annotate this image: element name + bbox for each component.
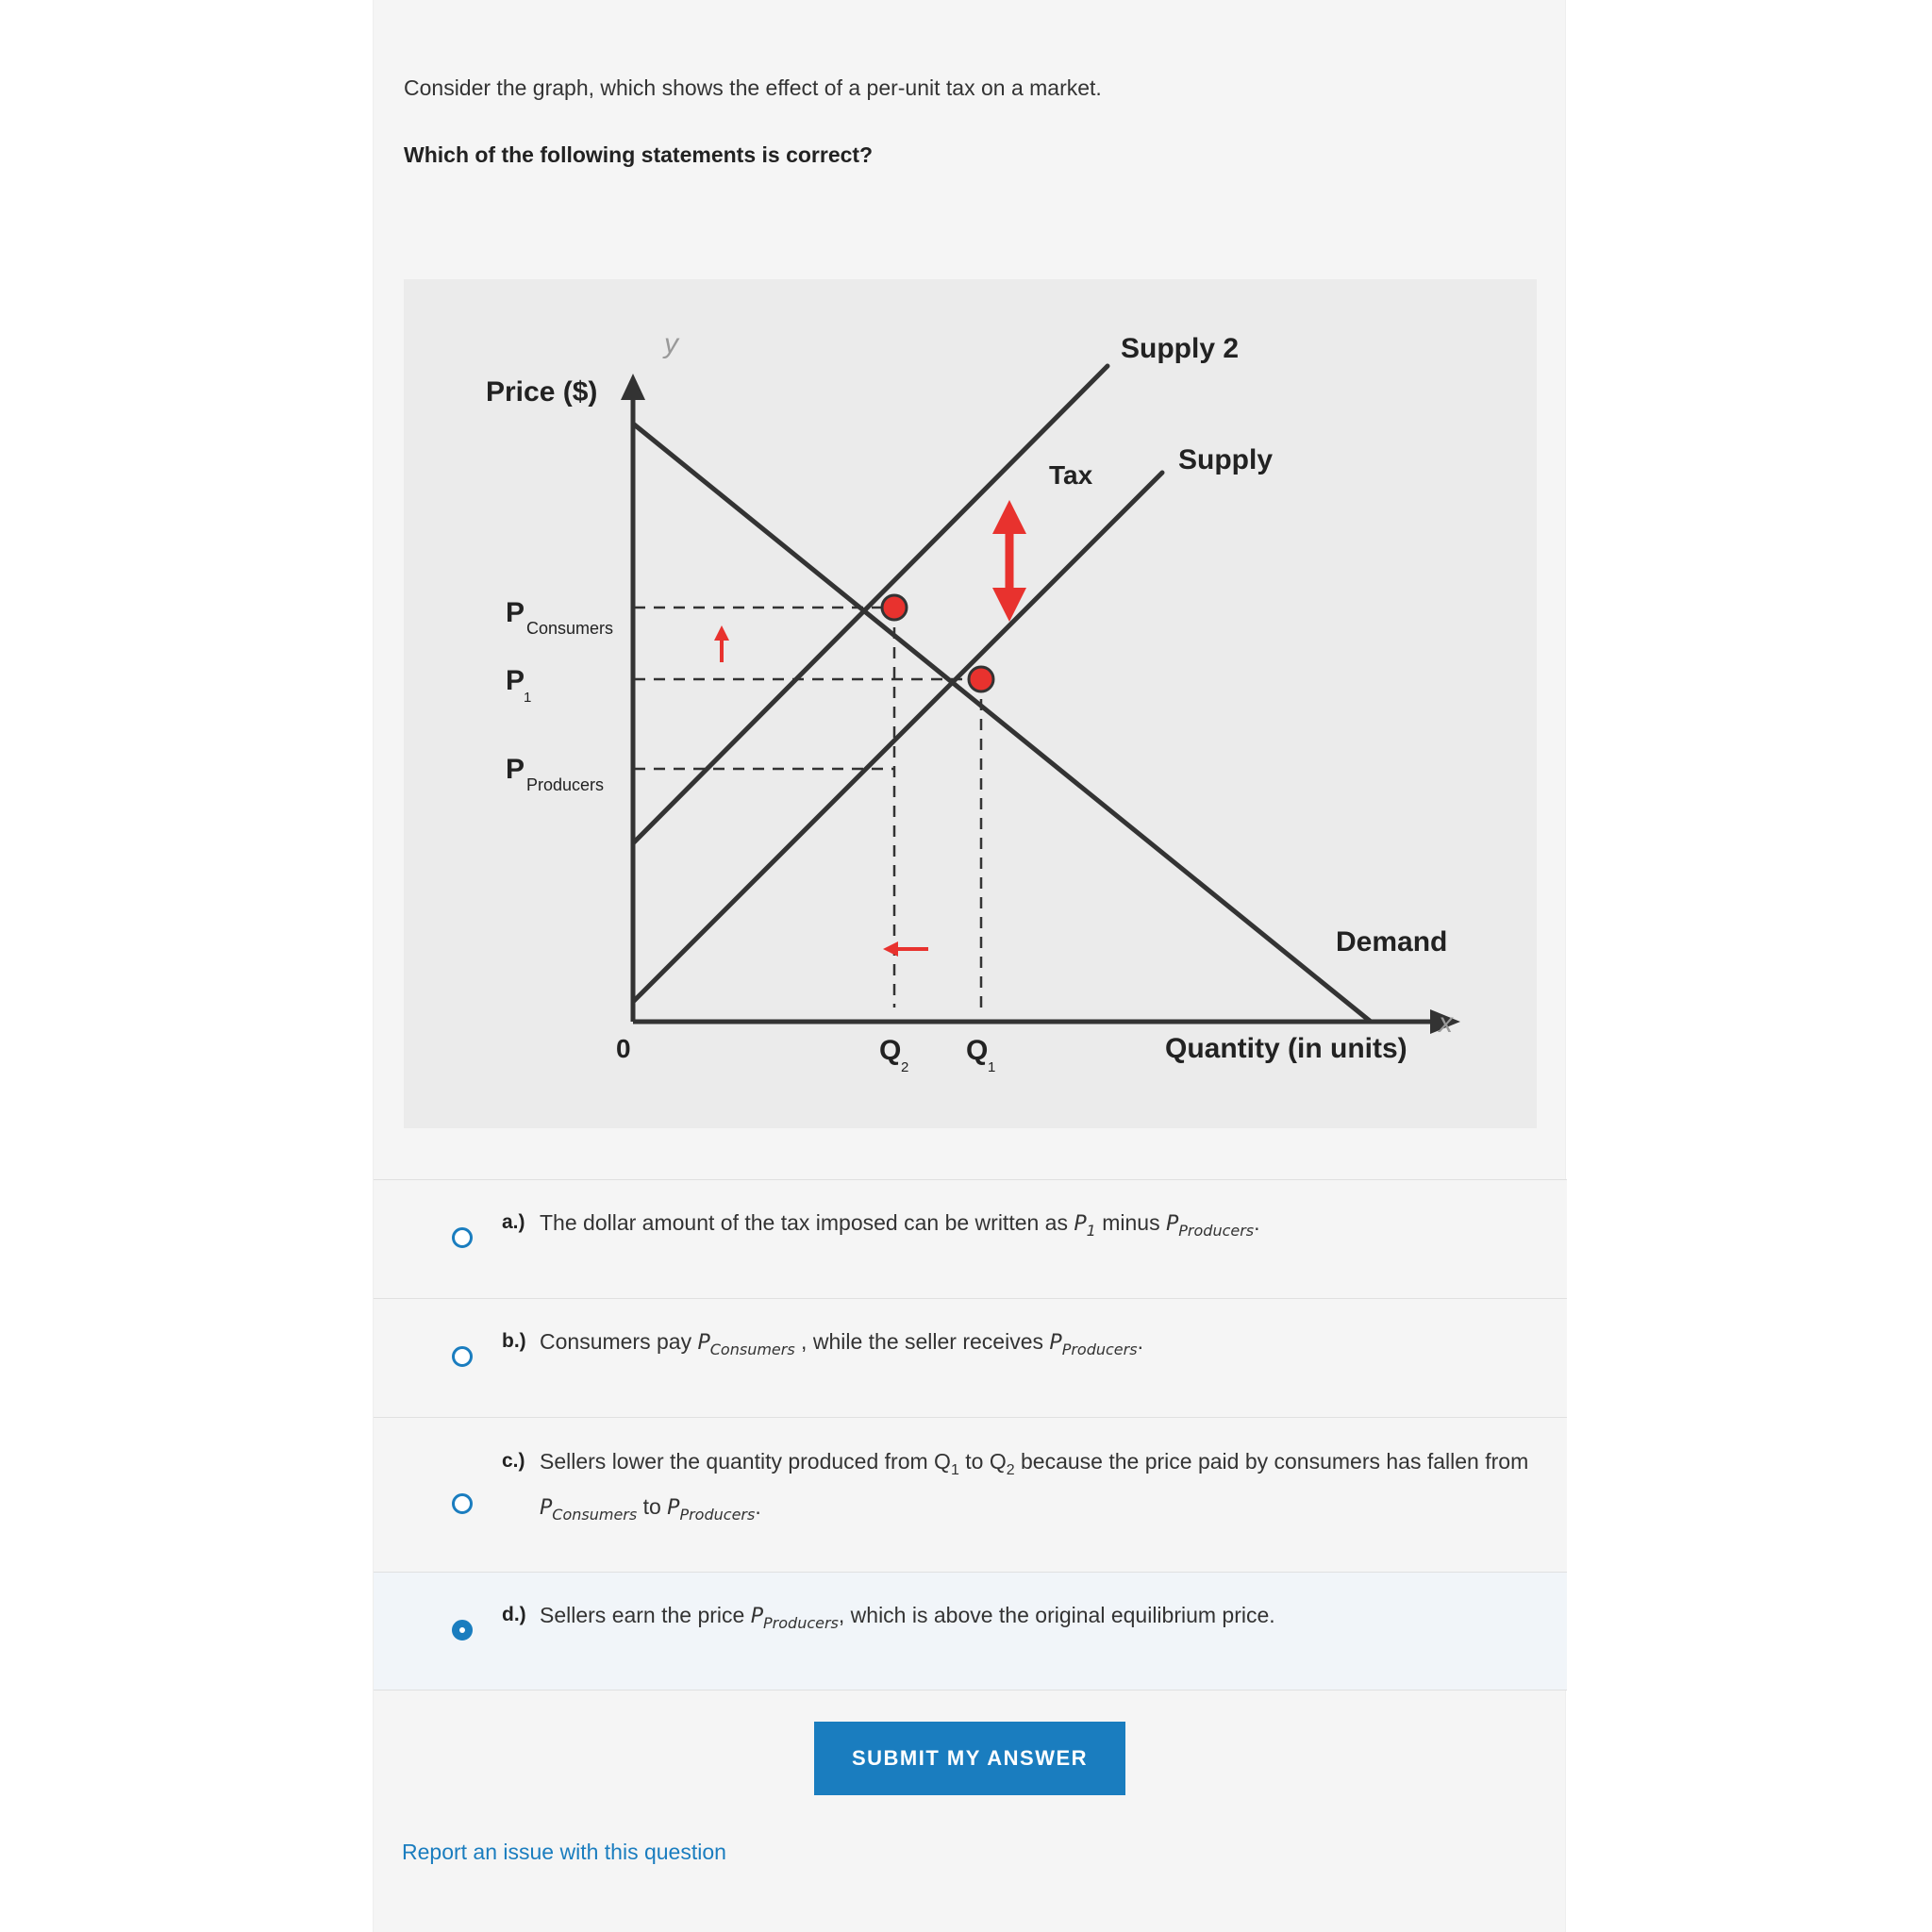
radio-b[interactable] bbox=[452, 1346, 473, 1367]
question-panel bbox=[373, 0, 1566, 1932]
p-consumers-label bbox=[506, 597, 613, 638]
math-p-producers bbox=[1049, 1331, 1138, 1358]
option-b-part: . bbox=[1137, 1329, 1143, 1354]
option-c-part: to bbox=[958, 1449, 990, 1474]
q1-sub: 1 bbox=[988, 1059, 996, 1075]
math-p-sub: 1 bbox=[1086, 1222, 1096, 1240]
option-c-part: because the price paid by consumers has fallen from bbox=[1014, 1449, 1529, 1474]
option-d-part: Sellers earn the price bbox=[540, 1603, 751, 1627]
supply-2-label: Supply 2 bbox=[1121, 333, 1240, 364]
math-p-letter: P bbox=[697, 1331, 710, 1355]
option-a-part: minus bbox=[1095, 1210, 1166, 1235]
p1-label bbox=[506, 665, 531, 706]
math-p-letter: P bbox=[750, 1605, 764, 1628]
p1-letter: P bbox=[506, 665, 525, 696]
new-equilibrium-point bbox=[882, 595, 907, 620]
q1-label bbox=[966, 1035, 995, 1075]
option-c-part: Sellers lower the quantity produced from bbox=[540, 1449, 935, 1474]
math-p-letter: P bbox=[1074, 1212, 1087, 1236]
math-p-letter: P bbox=[540, 1496, 553, 1520]
answer-option-c[interactable] bbox=[374, 1417, 1567, 1572]
math-q-sub: 1 bbox=[950, 1462, 959, 1478]
math-p-sub: Producers bbox=[1061, 1341, 1138, 1358]
option-c-part: . bbox=[755, 1494, 761, 1519]
option-d-body bbox=[540, 1597, 1549, 1641]
q2-label bbox=[879, 1035, 908, 1075]
submit-answer-button[interactable]: SUBMIT MY ANSWER bbox=[814, 1722, 1125, 1795]
math-p-sub: Consumers bbox=[552, 1506, 638, 1524]
option-c-part: to bbox=[637, 1494, 668, 1519]
radio-c[interactable] bbox=[452, 1493, 473, 1514]
option-c-body bbox=[540, 1443, 1549, 1533]
math-p-producers bbox=[1165, 1212, 1255, 1240]
tax-graph bbox=[404, 279, 1537, 1128]
y-axis-arrowhead bbox=[621, 374, 645, 400]
p1-sub: 1 bbox=[524, 690, 532, 706]
radio-a[interactable] bbox=[452, 1227, 473, 1248]
p-consumers-sub: Consumers bbox=[526, 619, 614, 638]
y-axis-letter: y bbox=[664, 328, 678, 359]
math-p-sub: Producers bbox=[1178, 1222, 1255, 1240]
p-producers-sub: Producers bbox=[526, 775, 605, 794]
math-p-consumers bbox=[540, 1496, 638, 1524]
answer-option-a[interactable] bbox=[374, 1179, 1567, 1298]
p-producers-label bbox=[506, 754, 604, 794]
supply-label: Supply bbox=[1178, 444, 1274, 475]
option-c-letter: c.) bbox=[502, 1450, 525, 1472]
option-c-text bbox=[502, 1443, 1549, 1533]
option-a-body bbox=[540, 1205, 1549, 1249]
p-producers-letter: P bbox=[506, 754, 525, 785]
math-p-consumers bbox=[697, 1331, 795, 1358]
math-p-letter: P bbox=[667, 1496, 680, 1520]
option-b-body bbox=[540, 1324, 1549, 1368]
supply-2-curve bbox=[633, 366, 1108, 843]
math-p-producers bbox=[667, 1496, 756, 1524]
q2-letter: Q bbox=[879, 1035, 902, 1066]
option-b-text bbox=[502, 1324, 1549, 1368]
option-b-part: Consumers pay bbox=[540, 1329, 698, 1354]
original-equilibrium-point bbox=[969, 667, 993, 691]
option-d-letter: d.) bbox=[502, 1604, 526, 1625]
question-prompt: Which of the following statements is correct? bbox=[404, 142, 874, 167]
question-intro: Consider the graph, which shows the effect of a per-unit tax on a market. bbox=[404, 75, 1102, 100]
option-a-part: . bbox=[1254, 1210, 1260, 1235]
math-p-letter: P bbox=[1049, 1331, 1062, 1355]
origin-label: 0 bbox=[616, 1034, 631, 1063]
math-p-sub: Producers bbox=[763, 1614, 839, 1632]
math-q-letter: Q bbox=[989, 1449, 1007, 1474]
x-axis-label: Quantity (in units) bbox=[1165, 1033, 1407, 1064]
math-p-sub: Producers bbox=[679, 1506, 756, 1524]
math-p-1 bbox=[1074, 1212, 1096, 1240]
math-p-sub: Consumers bbox=[709, 1341, 795, 1358]
option-a-part: The dollar amount of the tax imposed can be written as bbox=[540, 1210, 1074, 1235]
p-consumers-letter: P bbox=[506, 597, 525, 628]
math-q-1 bbox=[934, 1449, 959, 1478]
option-d-text bbox=[502, 1597, 1549, 1641]
math-p-letter: P bbox=[1165, 1212, 1179, 1236]
answer-option-b[interactable] bbox=[374, 1298, 1567, 1417]
answer-option-d[interactable] bbox=[374, 1572, 1567, 1690]
tax-graph-svg bbox=[404, 279, 1537, 1128]
math-q-2 bbox=[989, 1449, 1015, 1478]
q2-sub: 2 bbox=[901, 1059, 909, 1075]
answer-options bbox=[374, 1179, 1567, 1690]
y-axis-label: Price ($) bbox=[486, 376, 598, 408]
math-q-letter: Q bbox=[934, 1449, 951, 1474]
tax-label: Tax bbox=[1049, 460, 1093, 490]
radio-d[interactable] bbox=[452, 1620, 473, 1641]
option-a-text bbox=[502, 1205, 1549, 1249]
demand-curve bbox=[633, 424, 1371, 1022]
option-b-letter: b.) bbox=[502, 1330, 526, 1352]
demand-label: Demand bbox=[1336, 926, 1448, 958]
math-q-sub: 2 bbox=[1006, 1462, 1015, 1478]
x-axis-letter: x bbox=[1439, 1008, 1453, 1039]
option-d-part: , which is above the original equilibrium price. bbox=[838, 1603, 1275, 1627]
supply-curve bbox=[633, 473, 1162, 1002]
report-issue-link[interactable]: Report an issue with this question bbox=[402, 1840, 726, 1864]
math-p-producers bbox=[750, 1605, 839, 1632]
option-b-part: , while the seller receives bbox=[794, 1329, 1050, 1354]
option-a-letter: a.) bbox=[502, 1211, 525, 1233]
q1-letter: Q bbox=[966, 1035, 989, 1066]
